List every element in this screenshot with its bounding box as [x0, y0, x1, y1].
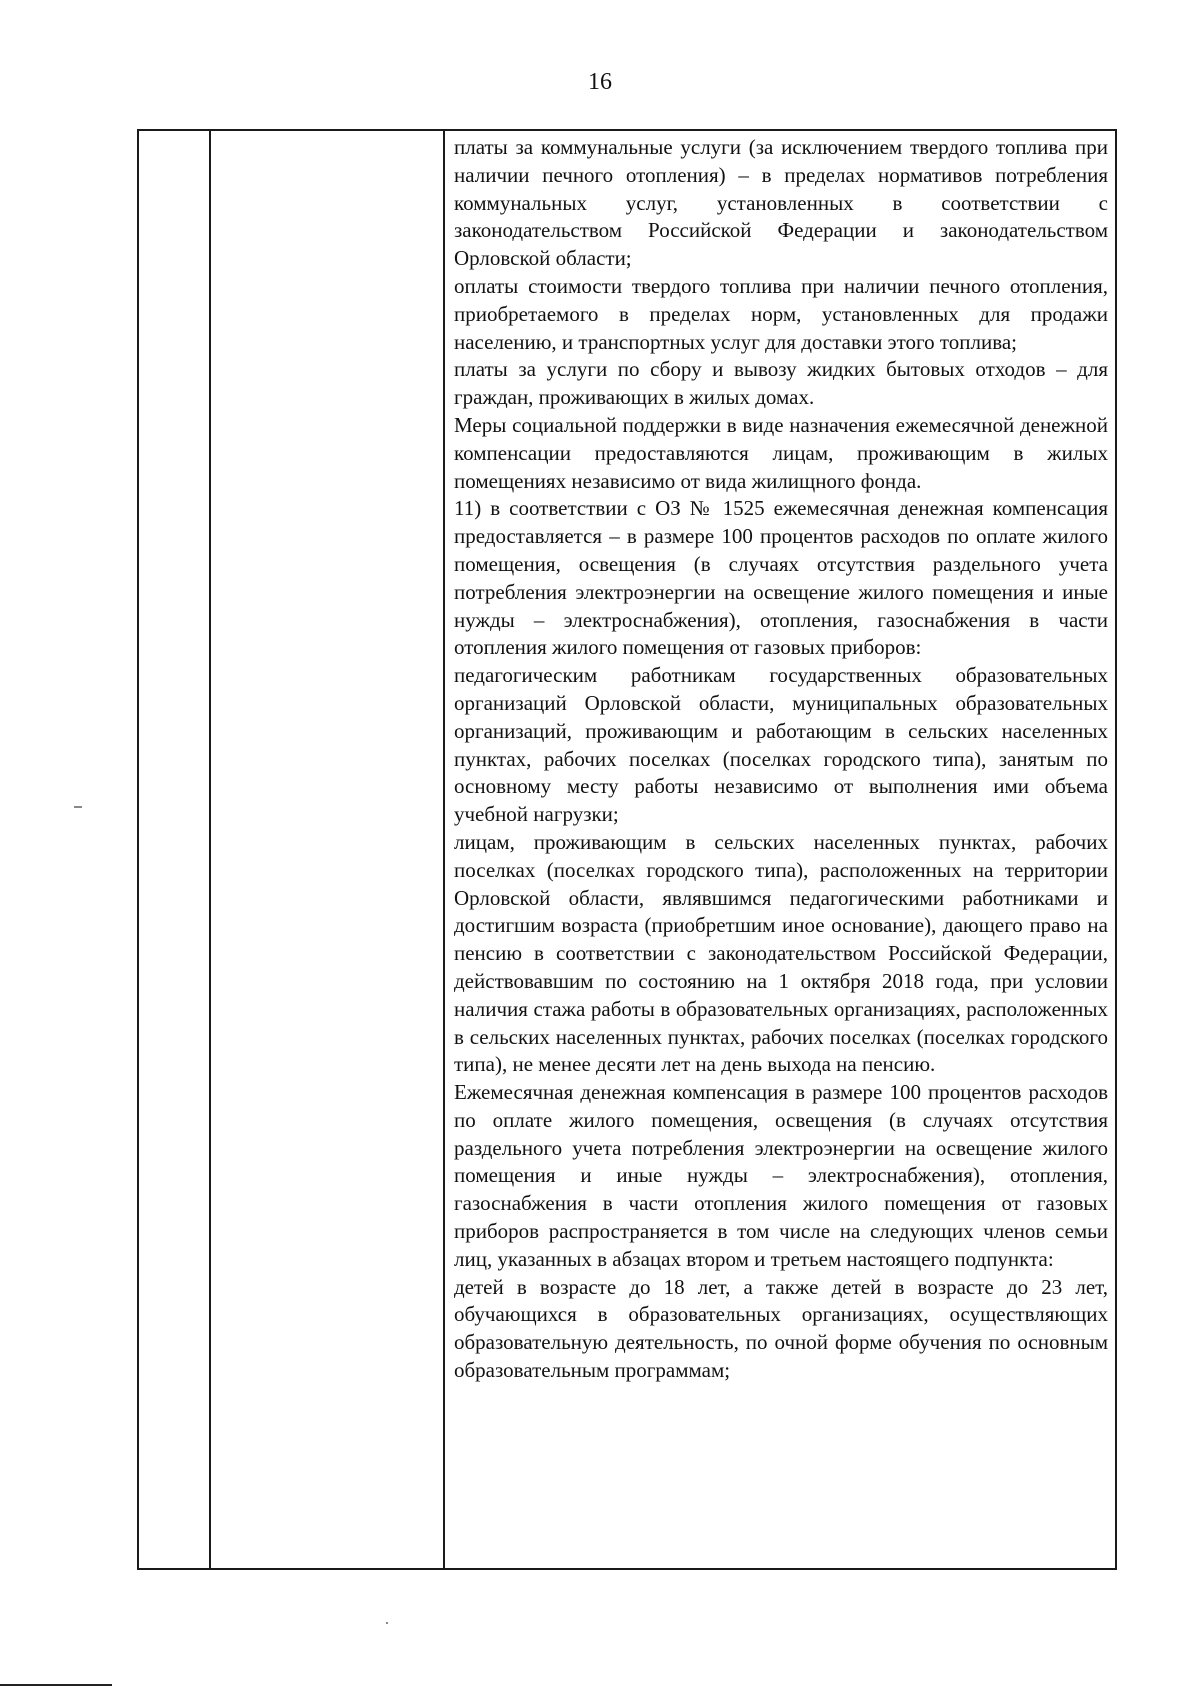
paragraph: платы за коммунальные услуги (за исключением твердого топлива при наличии печного отопления) – в пределах нормативов потребления коммунальных услуг, установленных в соответствии с законодательством Российской Федерации и законодательством Орловской области; [454, 135, 1108, 271]
page-number: 16 [588, 69, 612, 95]
paragraph: детей в возрасте до 18 лет, а также детей в возрасте до 23 лет, обучающихся в образовательных организациях, осуществляющих образовательную деятельность, по очной форме обучения по основным образовательным программам; [454, 1274, 1108, 1383]
paragraph: педагогическим работникам государственных образовательных организаций Орловской области, муниципальных образовательных организаций, проживающим и работающим в сельских населенных пунктах, рабочих поселках (поселках городского типа), занятым по основному месту работы независимо от выполнения ими объема учебной нагрузки; [454, 663, 1108, 827]
scan-mark [74, 806, 82, 808]
document-table [137, 129, 1117, 1570]
table-cell-text [454, 134, 1108, 1385]
scan-mark [0, 1684, 112, 1686]
column-divider-2 [443, 131, 445, 1568]
paragraph: лицам, проживающим в сельских населенных пунктах, рабочих поселках (поселках городского типа), расположенных на территории Орловской области, являвшимся педагогическими работниками и достигшим возраста (приобретшим иное основание), дающего право на пенсию в соответствии с законодательством Российской Федерации, действовавшим по состоянию на 1 октября 2018 года, при условии наличия стажа работы в образовательных организациях, расположенных в сельских населенных пунктах, рабочих поселках (поселках городского типа), не менее десяти лет на день выхода на пенсию. [454, 829, 1108, 1077]
paragraph: 11) в соответствии с ОЗ № 1525 ежемесячная денежная компенсация предоставляется – в размере 100 процентов расходов по оплате жилого помещения, освещения (в случаях отсутствия раздельного учета потребления электроэнергии на освещение жилого помещения и иные нужды – электроснабжения), отопления, газоснабжения в части отопления жилого помещения от газовых приборов: [454, 496, 1108, 660]
scan-mark [386, 1622, 388, 1624]
paragraph: Ежемесячная денежная компенсация в размере 100 процентов расходов по оплате жилого помещения, освещения (в случаях отсутствия раздельного учета потребления электроэнергии на освещение жилого помещения и иные нужды – электроснабжения), отопления, газоснабжения в части отопления жилого помещения от газовых приборов распространяется в том числе на следующих членов семьи лиц, указанных в абзацах втором и третьем настоящего подпункта: [454, 1080, 1108, 1271]
paragraph: платы за услуги по сбору и вывозу жидких бытовых отходов – для граждан, проживающих в жилых домах. [454, 357, 1108, 410]
column-divider-1 [209, 131, 211, 1568]
paragraph: оплаты стоимости твердого топлива при наличии печного отопления, приобретаемого в пределах норм, установленных для продажи населению, и транспортных услуг для доставки этого топлива; [454, 273, 1108, 354]
paragraph: Меры социальной поддержки в виде назначения ежемесячной денежной компенсации предоставляются лицам, проживающим в жилых помещениях независимо от вида жилищного фонда. [454, 412, 1108, 493]
